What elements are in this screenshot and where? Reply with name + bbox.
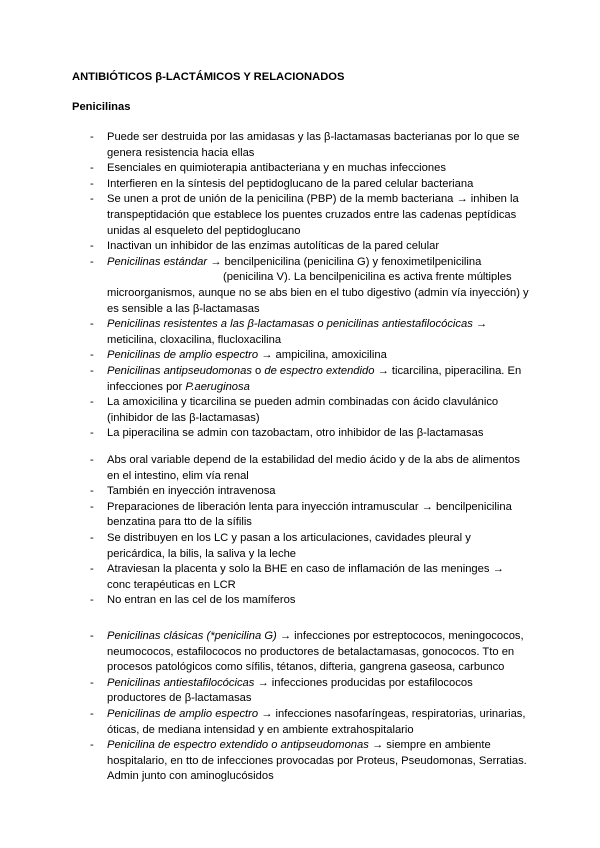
list-item: - Abs oral variable depend de la estabilidad del medio ácido y de la abs de alimentos en el intestino, elim vía renal [0, 453, 600, 484]
list-item: - La piperacilina se admin con tazobactam, otro inhibidor de las β-lactamasas [0, 426, 600, 442]
document-title: ANTIBIÓTICOS β-LACTÁMICOS Y RELACIONADOS [72, 71, 345, 83]
list-item: - Puede ser destruida por las amidasas y las β-lactamasas bacterianas por lo que se genera resistencia hacia ellas [0, 130, 600, 161]
list-item: - Se distribuyen en los LC y pasan a los articulaciones, cavidades pleural y pericárdica, la bilis, la saliva y la leche [0, 531, 600, 562]
list-item: - Penicilinas de amplio espectro → ampicilina, amoxicilina [0, 348, 600, 364]
list-item: - Penicilinas estándar → bencilpenicilina (penicilina G) y fenoximetilpenicilina (penicilina V). La bencilpenicilina es activa frente múltiples microorganismos, aunque no se abs bien en el tubo digestivo (admin vía inyección) y es sensible a las β-lactamasas [0, 255, 600, 317]
list-item: - Penicilina de espectro extendido o antipseudomonas → siempre en ambiente hospitalario, en tto de infecciones provocadas por Proteus, Pseudomonas, Serratias. Admin junto con aminoglucósidos [0, 738, 600, 785]
list-item: - Penicilinas resistentes a las β-lactamasas o penicilinas antiestafilocócicas → meticilina, cloxacilina, flucloxacilina [0, 317, 600, 348]
list-item: - Penicilinas clásicas (*penicilina G) → infecciones por estreptococos, meningococos, neumococos, estafilococos no productores de betalactamasas, gonococos. Tto en procesos patológicos como sífilis, tétanos, difteria, gangrena gaseosa, carbunco [0, 629, 600, 676]
list-item: - Interfieren en la síntesis del peptidoglucano de la pared celular bacteriana [0, 177, 600, 193]
list-item: - Penicilinas antiestafilocócicas → infecciones producidas por estafilococos productores de β-lactamasas [0, 676, 600, 707]
pharmacokinetics-list [0, 453, 600, 609]
section-title: Penicilinas [72, 101, 131, 113]
list-item: - No entran en las cel de los mamíferos [0, 593, 600, 609]
list-item: - La amoxicilina y ticarcilina se pueden admin combinadas con ácido clavulánico (inhibidor de las β-lactamasas) [0, 395, 600, 426]
list-item: - Atraviesan la placenta y solo la BHE en caso de inflamación de las meninges → conc terapéuticas en LCR [0, 562, 600, 593]
list-item: - Penicilinas antipseudomonas o de espectro extendido → ticarcilina, piperacilina. En infecciones por P.aeruginosa [0, 364, 600, 395]
penicilinas-properties-list [0, 130, 600, 442]
list-item: - Penicilinas de amplio espectro → infecciones nasofaríngeas, respiratorias, urinarias, óticas, de mediana intensidad y en ambiente extrahospitalario [0, 707, 600, 738]
list-item: - Se unen a prot de unión de la penicilina (PBP) de la memb bacteriana → inhiben la transpeptidación que establece los puentes cruzados entre las cadenas peptídicas unidas al esqueleto del peptidoglucano [0, 192, 600, 239]
clinical-uses-list [0, 629, 600, 785]
list-item: - Esenciales en quimioterapia antibacteriana y en muchas infecciones [0, 161, 600, 177]
list-item: - También en inyección intravenosa [0, 484, 600, 500]
list-item: - Preparaciones de liberación lenta para inyección intramuscular → bencilpenicilina benzatina para tto de la sífilis [0, 500, 600, 531]
list-item: - Inactivan un inhibidor de las enzimas autolíticas de la pared celular [0, 239, 600, 255]
